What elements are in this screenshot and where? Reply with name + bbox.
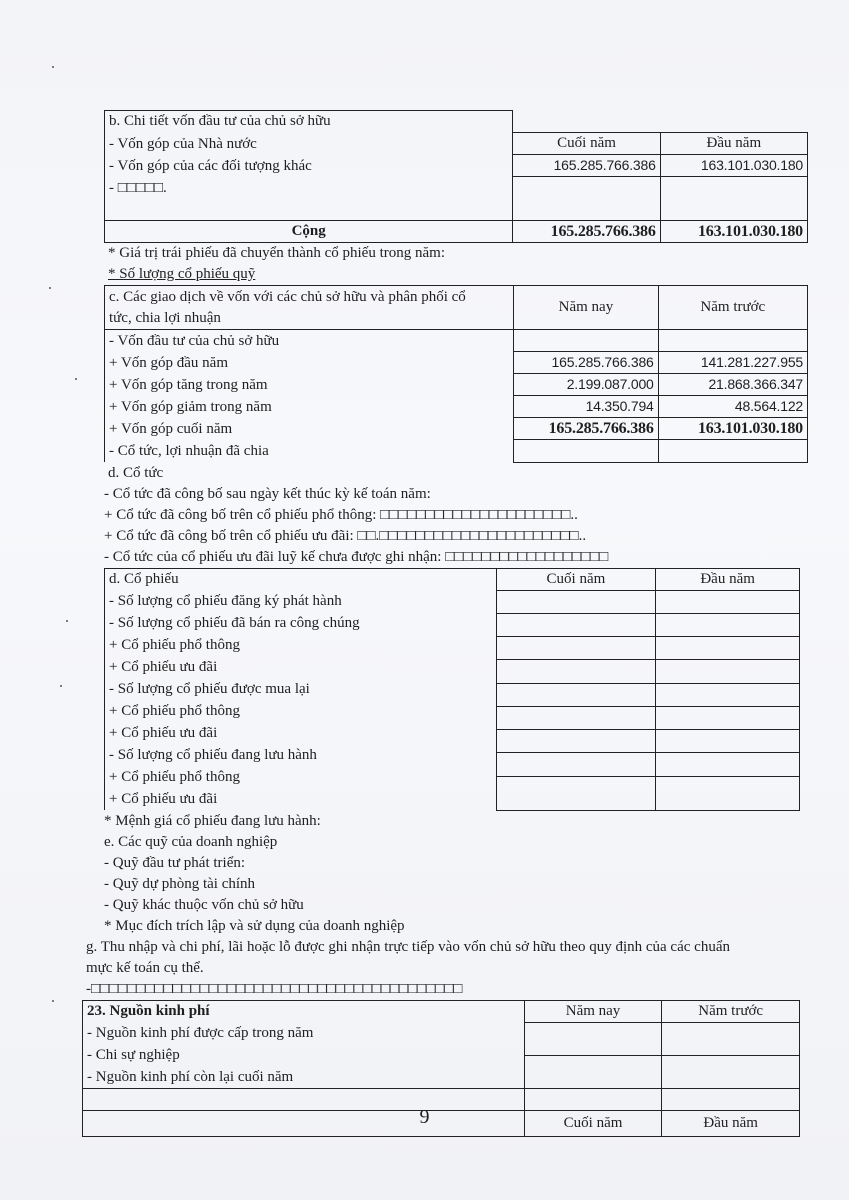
- section-g-line1: g. Thu nhập và chi phí, lãi hoặc lỗ được ghi nhận trực tiếp vào vốn chủ sở hữu theo quy định của các chuẩn: [86, 938, 730, 955]
- owner-capital-table: [104, 110, 808, 243]
- shares-cell: [656, 613, 800, 636]
- shares-cell: [496, 637, 656, 660]
- dividend-line: - Cổ tức của cổ phiếu ưu đãi luỹ kế chưa được ghi nhận: □□□□□□□□□□□□□□□□□□: [104, 548, 609, 565]
- page-number: 9: [419, 1106, 430, 1128]
- value-last-year: [658, 330, 807, 352]
- capital-decrease-last-year: 48.564.122: [658, 396, 807, 418]
- shares-cell: [496, 590, 656, 613]
- scan-speck: [52, 1000, 54, 1002]
- row-label: - Vốn góp của các đối tượng khác: [109, 157, 312, 174]
- scan-speck: [60, 685, 62, 687]
- capital-increase-last-year: 21.868.366.347: [658, 374, 807, 396]
- section-g-line2: mực kế toán cụ thể.: [86, 959, 204, 976]
- opening-capital-this-year: 165.285.766.386: [514, 352, 658, 374]
- section-23-row-labels: [83, 1022, 525, 1089]
- row-label: + Vốn góp cuối năm: [109, 421, 233, 437]
- section-b-row-labels: [105, 133, 513, 221]
- funds-heading: e. Các quỹ của doanh nghiệp: [104, 833, 278, 850]
- closing-capital-this-year: 165.285.766.386: [514, 418, 658, 440]
- fund-purpose-note: * Mục đích trích lập và sử dụng của doanh nghiệp: [104, 917, 405, 934]
- footer-header-end-of-year: Cuối năm: [524, 1111, 662, 1137]
- shares-cell: [496, 776, 656, 810]
- shares-cell: [656, 660, 800, 683]
- row-label: - Nguồn kinh phí còn lại cuối năm: [87, 1069, 294, 1085]
- column-header-this-year: Năm nay: [514, 286, 658, 330]
- shares-cell: [656, 683, 800, 706]
- dividend-line: + Cổ tức đã công bố trên cổ phiếu phổ thông: □□□□□□□□□□□□□□□□□□□□□..: [104, 506, 578, 523]
- capital-transactions-table: [104, 285, 808, 463]
- section-b-title: b. Chi tiết vốn đầu tư của chủ sở hữu: [105, 111, 513, 133]
- shares-cell: [496, 753, 656, 776]
- note-bonds-converted: * Giá trị trái phiếu đã chuyển thành cổ phiếu trong năm:: [108, 245, 445, 261]
- row-label: - Vốn góp của Nhà nước: [109, 135, 257, 152]
- shares-cell: [656, 730, 800, 753]
- row-label: - Vốn đầu tư của chủ sở hữu: [109, 333, 280, 349]
- shares-table: [104, 568, 800, 811]
- total-label: Cộng: [105, 221, 513, 243]
- scan-speck: [75, 378, 77, 380]
- shares-cell: [496, 683, 656, 706]
- dividends-last-year: [658, 440, 807, 462]
- par-value-note: * Mệnh giá cổ phiếu đang lưu hành:: [104, 812, 321, 829]
- funding-cell: [662, 1022, 800, 1055]
- document-content: [86, 110, 808, 1137]
- capital-decrease-this-year: 14.350.794: [514, 396, 658, 418]
- shares-cell: [656, 706, 800, 729]
- total-start-of-year: 163.101.030.180: [660, 221, 807, 243]
- funding-cell: [524, 1022, 662, 1055]
- shares-cell: [496, 660, 656, 683]
- dividends-heading: d. Cổ tức: [108, 464, 164, 481]
- row-label: - Chi sự nghiệp: [87, 1047, 180, 1063]
- shares-cell: [496, 706, 656, 729]
- row-label: + Cổ phiếu ưu đãi: [109, 659, 218, 675]
- shares-cell: [656, 637, 800, 660]
- row-label: + Cổ phiếu phổ thông: [109, 637, 240, 653]
- capital-increase-this-year: 2.199.087.000: [514, 374, 658, 396]
- fund-line: - Quỹ đầu tư phát triển:: [104, 854, 246, 871]
- row-label: + Vốn góp tăng trong năm: [109, 377, 268, 393]
- row-label: - Số lượng cổ phiếu được mua lại: [109, 681, 310, 697]
- scan-speck: [49, 287, 51, 289]
- section-c-title: c. Các giao dịch về vốn với các chủ sở hữu và phân phối cổ tức, chia lợi nhuận: [105, 286, 514, 330]
- scan-speck: [66, 620, 68, 622]
- column-header-last-year: Năm trước: [662, 1000, 800, 1022]
- closing-capital-last-year: 163.101.030.180: [658, 418, 807, 440]
- fund-line: - Quỹ khác thuộc vốn chủ sở hữu: [104, 896, 304, 913]
- column-header-start-of-year: Đầu năm: [660, 133, 807, 155]
- state-capital-end: 165.285.766.386: [513, 155, 660, 177]
- shares-cell: [496, 613, 656, 636]
- footer-header-start-of-year: Đầu năm: [662, 1111, 800, 1137]
- total-end-of-year: 165.285.766.386: [513, 221, 660, 243]
- opening-capital-last-year: 141.281.227.955: [658, 352, 807, 374]
- row-label: + Cổ phiếu ưu đãi: [109, 725, 218, 741]
- other-capital-start: [660, 177, 807, 221]
- funding-cell: [524, 1055, 662, 1088]
- shares-cell: [656, 753, 800, 776]
- section-g-line3: -□□□□□□□□□□□□□□□□□□□□□□□□□□□□□□□□□□□□□□□□□: [86, 980, 463, 997]
- section-23-title: 23. Nguồn kinh phí: [83, 1000, 525, 1022]
- funding-cell: [662, 1055, 800, 1088]
- row-label: + Vốn góp giảm trong năm: [109, 399, 272, 415]
- column-header-last-year: Năm trước: [658, 286, 807, 330]
- other-capital-end: [513, 177, 660, 221]
- section-c-row-labels: [105, 330, 514, 463]
- row-label: - Cổ tức, lợi nhuận đã chia: [109, 443, 269, 459]
- column-header-start-of-year: Đầu năm: [656, 568, 800, 590]
- row-label: - Số lượng cổ phiếu đã bán ra công chúng: [109, 615, 360, 631]
- row-label: - Số lượng cổ phiếu đang lưu hành: [109, 747, 317, 763]
- scan-speck: [52, 66, 54, 68]
- row-label: + Cổ phiếu phổ thông: [109, 703, 240, 719]
- dividends-this-year: [514, 440, 658, 462]
- dividend-line: - Cổ tức đã công bố sau ngày kết thúc kỳ kế toán năm:: [104, 485, 431, 502]
- shares-cell: [656, 590, 800, 613]
- column-header-this-year: Năm nay: [524, 1000, 662, 1022]
- column-header-end-of-year: Cuối năm: [496, 568, 656, 590]
- note-treasury-shares: * Số lượng cổ phiếu quỹ: [108, 266, 256, 282]
- row-label: - □□□□□.: [109, 179, 167, 196]
- row-label: - Nguồn kinh phí được cấp trong năm: [87, 1025, 314, 1041]
- shares-title: d. Cổ phiếu: [105, 568, 497, 590]
- shares-cell: [496, 730, 656, 753]
- fund-line: - Quỹ dự phòng tài chính: [104, 875, 256, 892]
- row-label: + Cổ phiếu ưu đãi: [109, 791, 218, 807]
- shares-row-labels: [105, 590, 497, 810]
- row-label: + Cổ phiếu phổ thông: [109, 769, 240, 785]
- column-header-end-of-year: Cuối năm: [513, 133, 660, 155]
- row-label: - Số lượng cổ phiếu đăng ký phát hành: [109, 593, 342, 609]
- value-this-year: [514, 330, 658, 352]
- shares-cell: [656, 776, 800, 810]
- dividend-line: + Cổ tức đã công bố trên cổ phiếu ưu đãi: □□.□□□□□□□□□□□□□□□□□□□□□□..: [104, 527, 587, 544]
- row-label: + Vốn góp đầu năm: [109, 355, 229, 371]
- state-capital-start: 163.101.030.180: [660, 155, 807, 177]
